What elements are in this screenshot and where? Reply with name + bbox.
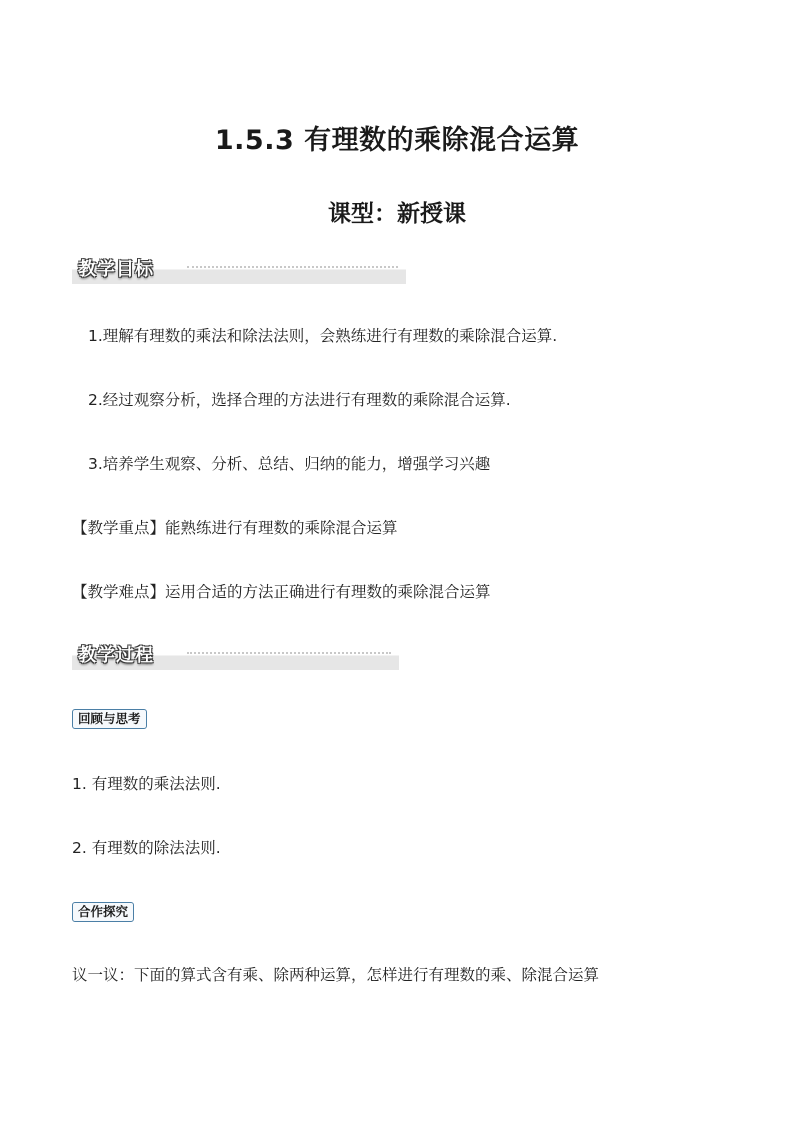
- lesson-type: 课型：新授课: [328, 201, 466, 227]
- section-header-objectives: [72, 259, 406, 284]
- teaching-difficulty: 【教学难点】运用合适的方法正确进行有理数的乘除混合运算: [72, 583, 491, 601]
- section-header-process: [72, 645, 399, 670]
- section-label-objectives: 教学目标: [78, 259, 154, 280]
- document-title: 1.5.3 有理数的乘除混合运算: [214, 125, 580, 156]
- objective-1: 1.理解有理数的乘法和除法法则，会熟练进行有理数的乘除混合运算.: [88, 327, 558, 345]
- review-tag: 回顾与思考: [72, 709, 147, 729]
- section-label-process: 教学过程: [78, 645, 154, 666]
- review-item-1: 1. 有理数的乘法法则.: [72, 775, 221, 793]
- explore-tag: 合作探究: [72, 902, 134, 922]
- objective-2: 2.经过观察分析，选择合理的方法进行有理数的乘除混合运算.: [88, 391, 511, 409]
- teaching-key-point: 【教学重点】能熟练进行有理数的乘除混合运算: [72, 519, 398, 537]
- section-divider: [187, 652, 391, 654]
- section-divider: [187, 266, 398, 268]
- review-item-2: 2. 有理数的除法法则.: [72, 839, 221, 857]
- objective-3: 3.培养学生观察、分析、总结、归纳的能力，增强学习兴趣: [88, 455, 491, 473]
- discussion-prompt: 议一议：下面的算式含有乘、除两种运算，怎样进行有理数的乘、除混合运算: [72, 966, 600, 984]
